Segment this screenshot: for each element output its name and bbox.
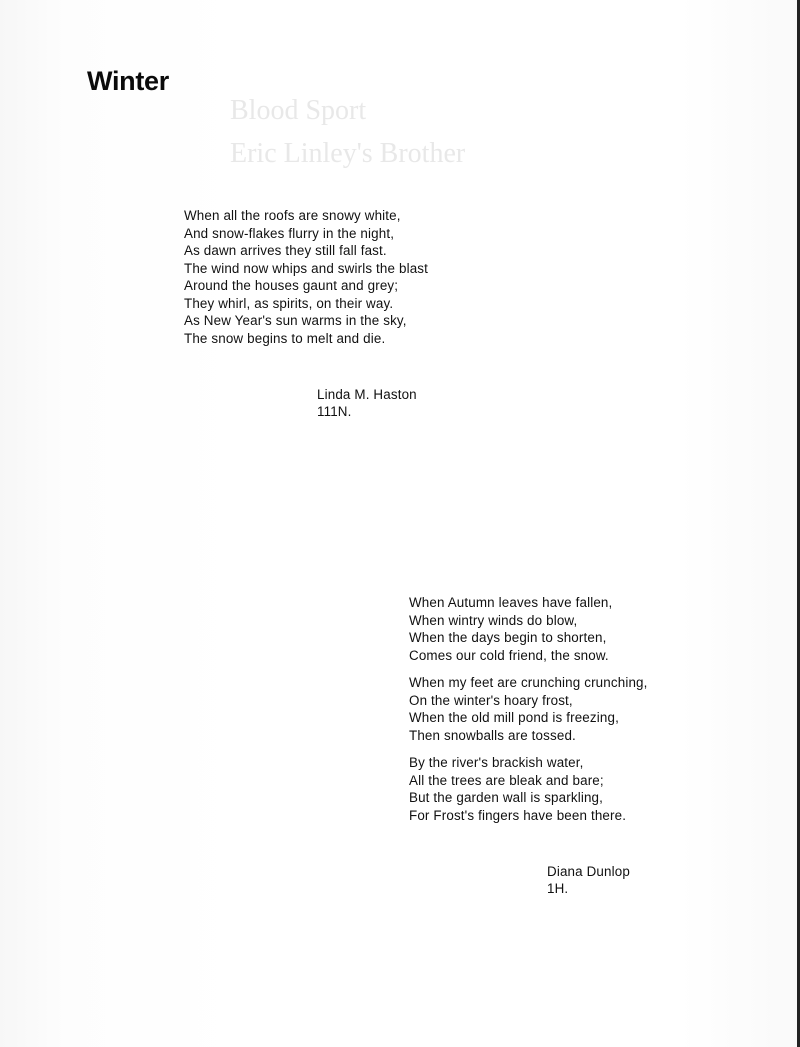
page-title: Winter: [87, 66, 169, 96]
poem-line: And snow-flakes flurry in the night,: [184, 225, 395, 241]
poem-line: On the winter's hoary frost,: [409, 692, 573, 708]
author-name: Linda M. Haston: [317, 387, 417, 402]
author-class: 111N.: [317, 404, 352, 419]
poem-line: When Autumn leaves have fallen,: [409, 595, 613, 610]
poem-line: They whirl, as spirits, on their way.: [184, 295, 394, 311]
poem-line: All the trees are bleak and bare;: [409, 772, 604, 788]
author-name: Diana Dunlop: [547, 864, 630, 879]
poem-stanza: [409, 594, 648, 664]
poem-line: Around the houses gaunt and grey;: [184, 278, 399, 293]
poem-stanza: [409, 674, 648, 744]
poem-line: The wind now whips and swirls the blast: [184, 260, 429, 276]
poem-line: When all the roofs are snowy white,: [184, 208, 401, 223]
bleed-through-subtitle: Eric Linley's Brother: [230, 138, 466, 169]
bleed-through-title: Blood Sport: [230, 95, 367, 126]
poem-author-block: [317, 386, 417, 420]
poem-line: Then snowballs are tossed.: [409, 727, 576, 743]
poem-author-block: [547, 863, 630, 897]
poem-line: As dawn arrives they still fall fast.: [184, 243, 387, 258]
poem-stanza: [409, 754, 648, 824]
poem-line: For Frost's fingers have been there.: [409, 807, 627, 823]
poem-line: The snow begins to melt and die.: [184, 330, 386, 346]
poem-line: When my feet are crunching crunching,: [409, 675, 648, 690]
poem-autumn-frost: [409, 594, 648, 834]
poem-winter-snow: [184, 207, 428, 357]
poem-line: By the river's brackish water,: [409, 755, 584, 770]
author-class: 1H.: [547, 881, 569, 896]
poem-stanza: [184, 207, 428, 347]
poem-line: But the garden wall is sparkling,: [409, 790, 604, 805]
poem-line: When wintry winds do blow,: [409, 612, 578, 628]
poem-line: As New Year's sun warms in the sky,: [184, 313, 407, 328]
poem-line: Comes our cold friend, the snow.: [409, 647, 609, 663]
poem-line: When the days begin to shorten,: [409, 630, 607, 645]
poem-line: When the old mill pond is freezing,: [409, 710, 619, 725]
